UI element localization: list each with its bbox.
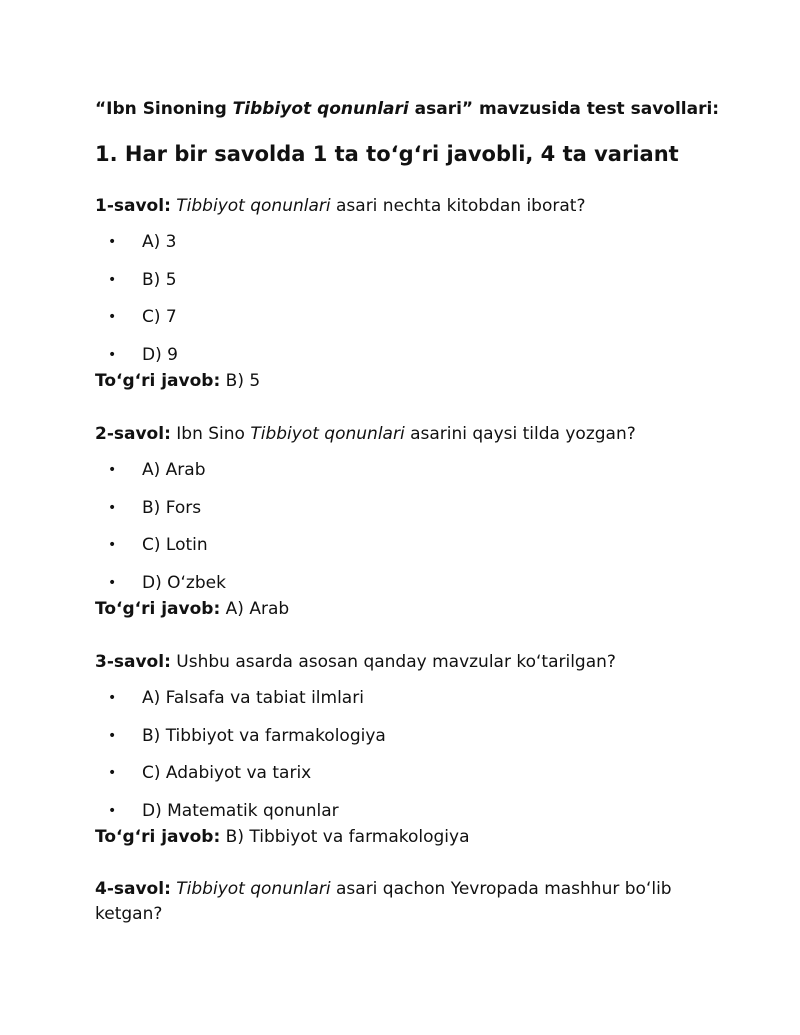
section-heading: 1. Har bir savolda 1 ta to‘g‘ri javobli, 4 ta variant	[95, 142, 679, 166]
question-text	[95, 194, 715, 219]
title-start: “Ibn Sinoning	[95, 99, 233, 119]
bullet-icon: •	[108, 537, 117, 554]
question-2	[95, 422, 715, 622]
question-text	[95, 422, 715, 447]
option-label: C) Lotin	[142, 535, 208, 556]
option-label: A) 3	[142, 232, 177, 252]
bullet-icon: •	[108, 499, 117, 516]
option-label: A) Arab	[142, 460, 206, 480]
options-list	[95, 458, 715, 609]
answer-value: B) 5	[220, 370, 261, 391]
book-name: Tibbiyot qonunlari	[176, 196, 331, 216]
question-body: asari nechta kitobdan iborat?	[330, 196, 586, 216]
question-prefix: Ibn Sino	[170, 424, 251, 444]
bullet-icon: •	[108, 309, 117, 326]
question-text	[95, 877, 705, 927]
option-item	[95, 496, 715, 534]
bullet-icon: •	[108, 690, 117, 706]
question-body: asarini qaysi tilda yozgan?	[404, 424, 636, 444]
option-item	[95, 230, 715, 268]
title-end: asari” mavzusida test savollari:	[408, 99, 720, 119]
answer-value: B) Tibbiyot va farmakologiya	[220, 826, 470, 847]
question-body: Ushbu asarda asosan qanday mavzular ko‘tarilgan?	[170, 652, 616, 672]
bullet-icon: •	[108, 765, 117, 782]
option-item	[95, 724, 715, 762]
question-1	[95, 194, 715, 394]
option-label: C) 7	[142, 307, 177, 328]
option-item	[95, 343, 715, 381]
question-3	[95, 650, 715, 850]
option-item	[95, 686, 715, 724]
option-item	[95, 533, 715, 571]
title-book-name: Tibbiyot qonunlari	[232, 99, 409, 119]
answer-label: To‘g‘ri javob:	[95, 370, 221, 391]
question-number: 2-savol:	[95, 424, 171, 444]
option-item	[95, 305, 715, 343]
options-list	[95, 686, 715, 837]
option-item	[95, 799, 715, 837]
bullet-icon: •	[108, 803, 117, 820]
book-name: Tibbiyot qonunlari	[250, 424, 405, 444]
bullet-icon: •	[108, 462, 117, 478]
option-label: C) Adabiyot va tarix	[142, 763, 312, 784]
answer-label: To‘g‘ri javob:	[95, 826, 221, 847]
option-item	[95, 571, 715, 609]
option-label: D) 9	[142, 345, 178, 366]
question-body: asari qachon Yevropada mashhur bo‘lib ketgan?	[95, 879, 672, 924]
option-label: D) Matematik qonunlar	[142, 801, 339, 822]
question-text	[95, 650, 715, 675]
bullet-icon: •	[108, 575, 117, 592]
answer-value: A) Arab	[220, 598, 290, 619]
bullet-icon: •	[108, 347, 117, 364]
bullet-icon: •	[108, 271, 117, 288]
question-number: 3-savol:	[95, 652, 171, 672]
option-label: B) Fors	[142, 497, 202, 518]
question-number: 1-savol:	[95, 196, 171, 216]
option-label: B) 5	[142, 269, 177, 290]
option-item	[95, 761, 715, 799]
answer-label: To‘g‘ri javob:	[95, 598, 221, 619]
option-item	[95, 458, 715, 496]
option-label: D) O‘zbek	[142, 573, 226, 594]
options-list	[95, 230, 715, 381]
bullet-icon: •	[108, 727, 117, 744]
question-4	[95, 877, 705, 927]
question-number: 4-savol:	[95, 879, 171, 899]
book-name: Tibbiyot qonunlari	[176, 879, 331, 899]
option-label: B) Tibbiyot va farmakologiya	[142, 725, 386, 746]
option-label: A) Falsafa va tabiat ilmlari	[142, 688, 364, 708]
option-item	[95, 268, 715, 306]
bullet-icon: •	[108, 234, 117, 250]
document-title	[95, 95, 719, 123]
